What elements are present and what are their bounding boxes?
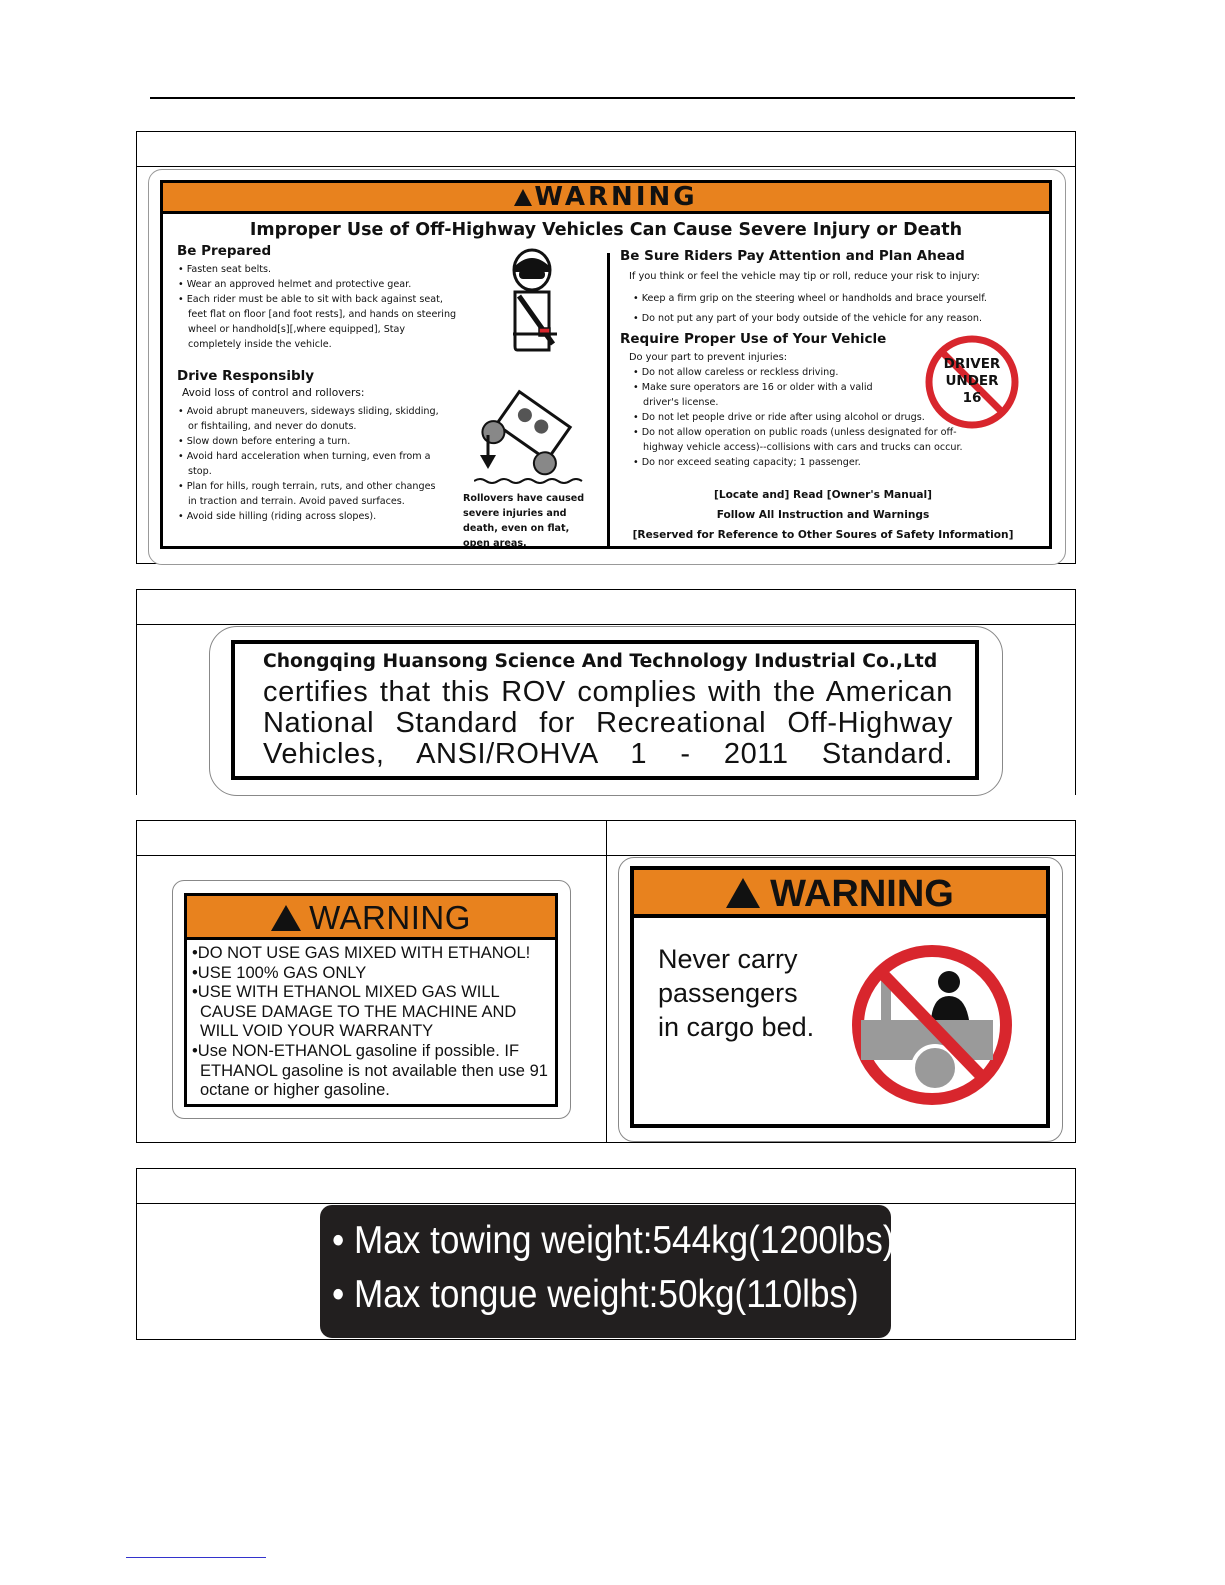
belted-rider-icon	[505, 248, 565, 356]
list-item: • Do nor exceed seating capacity; 1 passenger.	[632, 455, 972, 470]
cargo-line: passengers	[658, 978, 798, 1008]
list-item: • Do not let people drive or ride after using alcohol or drugs.	[632, 410, 972, 425]
warning-band	[634, 870, 1046, 918]
list-item: • Avoid hard acceleration when turning, even from a stop.	[177, 449, 447, 479]
table-header-row	[137, 1203, 1075, 1204]
footer-line: [Locate and] Read [Owner's Manual]	[713, 489, 933, 501]
list-item: • Do not allow operation on public roads (unless designated for off-highway vehicle access)--collisions with cars and trucks can occur.	[632, 425, 978, 455]
attention-intro: If you think or feel the vehicle may tip or roll, reduce your risk to injury:	[629, 271, 980, 282]
cargo-line: in cargo bed.	[658, 1012, 815, 1042]
drive-responsibly-list	[177, 404, 447, 524]
proper-use-list	[632, 365, 972, 470]
list-item: • Make sure operators are 16 or older with a valid driver's license.	[632, 380, 883, 410]
certification-line: Vehicles, ANSI/ROHVA 1 - 2011 Standard.	[263, 738, 953, 770]
table-header-row	[137, 624, 1075, 625]
warning-triangle-icon	[726, 878, 760, 908]
ethanol-line: •Use NON-ETHANOL gasoline if possible. IF ETHANOL gasoline is not available then use 91 octane or higher gasoline.	[192, 1041, 548, 1100]
be-prepared-list	[177, 262, 459, 352]
certification-line: certifies that this ROV complies with the American	[263, 676, 953, 708]
footer-link-underline	[126, 1557, 266, 1558]
list-item: • Each rider must be able to sit with back against seat, feet flat on floor [and foot rests], and hands on steering wheel or handhold[s][,where equipped], Stay completely inside the vehicle.	[177, 292, 459, 352]
list-item: • Wear an approved helmet and protective gear.	[177, 277, 459, 292]
driver-sign-line: DRIVER	[943, 356, 1001, 372]
no-cargo-passenger-icon	[841, 942, 1023, 1108]
drive-responsibly-title: Drive Responsibly	[177, 368, 315, 384]
towing-line: • Max towing weight:544kg(1200lbs)	[332, 1219, 895, 1262]
attention-title: Be Sure Riders Pay Attention and Plan Ahead	[620, 248, 965, 264]
list-item: • Avoid abrupt maneuvers, sideways sliding, skidding, or fishtailing, and never do donuts.	[177, 404, 447, 434]
table-header-row	[137, 166, 1075, 167]
proper-use-intro: Do your part to prevent injuries:	[629, 352, 788, 363]
list-item: • Plan for hills, rough terrain, ruts, and other changes in traction and terrain. Avoid paved surfaces.	[177, 479, 447, 509]
drive-responsibly-intro: Avoid loss of control and rollovers:	[182, 387, 365, 399]
page-header-rule	[150, 97, 1075, 99]
list-item: • Do not allow careless or reckless driving.	[632, 365, 972, 380]
warning-band	[187, 896, 555, 940]
list-item: • Keep a firm grip on the steering wheel or handholds and brace yourself.	[632, 289, 1032, 309]
driver-sign-line: 16	[962, 390, 982, 406]
list-item: • Slow down before entering a turn.	[177, 434, 447, 449]
towing-decal	[320, 1205, 895, 1338]
ethanol-line: •USE WITH ETHANOL MIXED GAS WILL CAUSE DAMAGE TO THE MACHINE AND WILL VOID YOUR WARRANTY	[192, 983, 517, 1041]
warning-band-label: WARNING	[534, 182, 698, 212]
list-item: • Do not put any part of your body outside of the vehicle for any reason.	[632, 309, 1032, 329]
certification-line: National Standard for Recreational Off-Highway	[263, 707, 953, 739]
rollover-vehicle-icon	[474, 385, 586, 485]
warning-band	[163, 183, 1049, 214]
proper-use-title: Require Proper Use of Your Vehicle	[620, 331, 887, 347]
warning-triangle-icon	[271, 905, 301, 931]
list-item: • Fasten seat belts.	[177, 262, 459, 277]
list-item: • Avoid side hilling (riding across slopes).	[177, 509, 447, 524]
driver-under-16-text	[924, 356, 1020, 407]
warning-triangle-icon	[514, 189, 532, 206]
driver-sign-line: UNDER	[945, 373, 999, 389]
cargo-warning-text	[658, 942, 814, 1044]
table-column-divider	[606, 821, 607, 1142]
decal-headline: Improper Use of Off-Highway Vehicles Can Cause Severe Injury or Death	[249, 220, 963, 240]
decal-footer	[610, 485, 1036, 545]
ethanol-warning-text	[190, 944, 560, 1101]
warning-band-label: WARNING	[309, 899, 471, 936]
tongue-line: • Max tongue weight:50kg(110lbs)	[332, 1273, 859, 1316]
cargo-line: Never carry	[658, 944, 798, 974]
attention-list	[632, 289, 1032, 329]
ethanol-line: •USE 100% GAS ONLY	[192, 963, 367, 982]
footer-line: [Reserved for Reference to Other Soures of Safety Information]	[632, 529, 1014, 541]
warning-band-label: WARNING	[770, 873, 954, 915]
rollover-caption: Rollovers have caused severe injuries and death, even on flat, open areas.	[463, 493, 585, 549]
ethanol-line: •DO NOT USE GAS MIXED WITH ETHANOL!	[192, 944, 531, 962]
certification-company: Chongqing Huansong Science And Technology Industrial Co.,Ltd	[263, 651, 938, 672]
be-prepared-title: Be Prepared	[177, 243, 272, 259]
footer-line: Follow All Instruction and Warnings	[716, 509, 930, 521]
